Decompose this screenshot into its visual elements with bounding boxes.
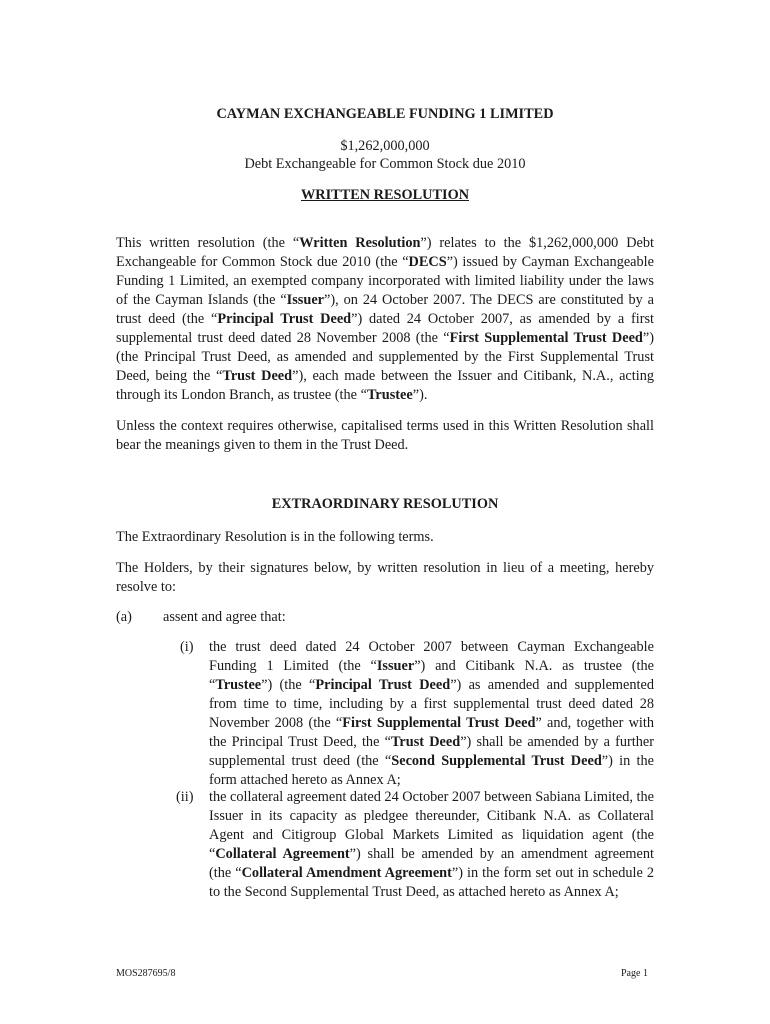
text-run: ”), each made between the Issuer and Citibank, N.A., acting through its London Branch, as trustee (the “ [116,368,655,403]
text-run: the collateral agreement dated 24 October 2007 between Sabiana Limited, the Issuer in its capacity as pledgee thereunder, Citibank N.A. as Collateral Agent and Citigroup Global Markets Limited as liquidation agent (the “ [209,789,655,862]
text-run: ”), on 24 October 2007. The DECS are constituted by a trust deed (the “ [116,292,654,327]
issue-amount: $1,262,000,000 [340,138,430,154]
defined-term: Issuer [286,292,325,308]
defined-term: First Supplemental Trust Deed [342,715,536,731]
defined-term: First Supplemental Trust Deed [449,330,643,346]
item-a-text: assent and agree that: [163,609,286,625]
definitions-paragraph: Unless the context requires otherwise, capitalised terms used in this Written Resolution shall bear the meanings given to them in the Trust Deed. [116,418,654,453]
intro-paragraph [116,234,654,405]
text-run: ”) in the form attached hereto as Annex A; [209,753,654,788]
text-run: ”) (the “ [261,677,316,693]
text-run: ”) as amended and supplemented from time to time, including by a first supplemental trust deed dated 28 November 2008 (the “ [209,677,654,731]
security-description: Debt Exchangeable for Common Stock due 2010 [244,156,526,172]
holders-resolve-paragraph: The Holders, by their signatures below, by written resolution in lieu of a meeting, hereby resolve to: [116,560,654,595]
defined-term: Trustee [366,387,413,403]
text-run: ”) (the Principal Trust Deed, as amended and supplemented by the First Supplemental Trust Deed, being the “ [116,330,654,384]
text-run: This written resolution (the “ [116,235,300,251]
text-run: ” and, together with the Principal Trust Deed, the “ [209,715,654,750]
text-run: ”) in the form set out in schedule 2 to the Second Supplemental Trust Deed, as attached hereto as Annex A; [209,865,654,900]
defined-term: Trust Deed [222,368,293,384]
defined-term: Issuer [376,658,415,674]
defined-term: Collateral Amendment Agreement [241,865,452,881]
resolution-terms-paragraph: The Extraordinary Resolution is in the following terms. [116,529,434,545]
text-run: ”) shall be amended by an amendment agreement (the “ [209,846,654,881]
text-run: the trust deed dated 24 October 2007 between Cayman Exchangeable Funding 1 Limited (the “ [209,639,654,674]
text-run: ”) issued by Cayman Exchangeable Funding 1 Limited, an exempted company incorporated with limited liability under the laws of the Cayman Islands (the “ [116,254,654,308]
defined-term: Second Supplemental Trust Deed [391,753,602,769]
extraordinary-resolution-heading: EXTRAORDINARY RESOLUTION [271,496,499,512]
defined-term: Trustee [215,677,262,693]
text-run: ”). [412,387,428,403]
defined-term: Principal Trust Deed [315,677,451,693]
sub-item-ii-text [209,788,654,902]
sub-item-ii-label: (ii) [176,789,194,805]
sub-item-i-text [209,638,654,790]
company-title: CAYMAN EXCHANGEABLE FUNDING 1 LIMITED [216,106,554,122]
document-reference: MOS287695/8 [116,968,176,979]
defined-term: DECS [408,254,447,270]
item-a-label: (a) [116,609,132,625]
text-run: ”) dated 24 October 2007, as amended by a first supplemental trust deed dated 28 November 2008 (the “ [116,311,654,346]
page-number: Page 1 [621,968,648,979]
defined-term: Principal Trust Deed [217,311,352,327]
defined-term: Written Resolution [299,235,421,251]
text-run: ”) and Citibank N.A. as trustee (the “ [209,658,654,693]
defined-term: Collateral Agreement [215,846,350,862]
defined-term: Trust Deed [390,734,461,750]
text-run: ”) relates to the $1,262,000,000 Debt Exchangeable for Common Stock due 2010 (the “ [116,235,654,270]
sub-item-i-label: (i) [180,639,194,655]
text-run: ”) shall be amended by a further supplemental trust deed (the “ [209,734,654,769]
written-resolution-heading: WRITTEN RESOLUTION [300,187,470,203]
